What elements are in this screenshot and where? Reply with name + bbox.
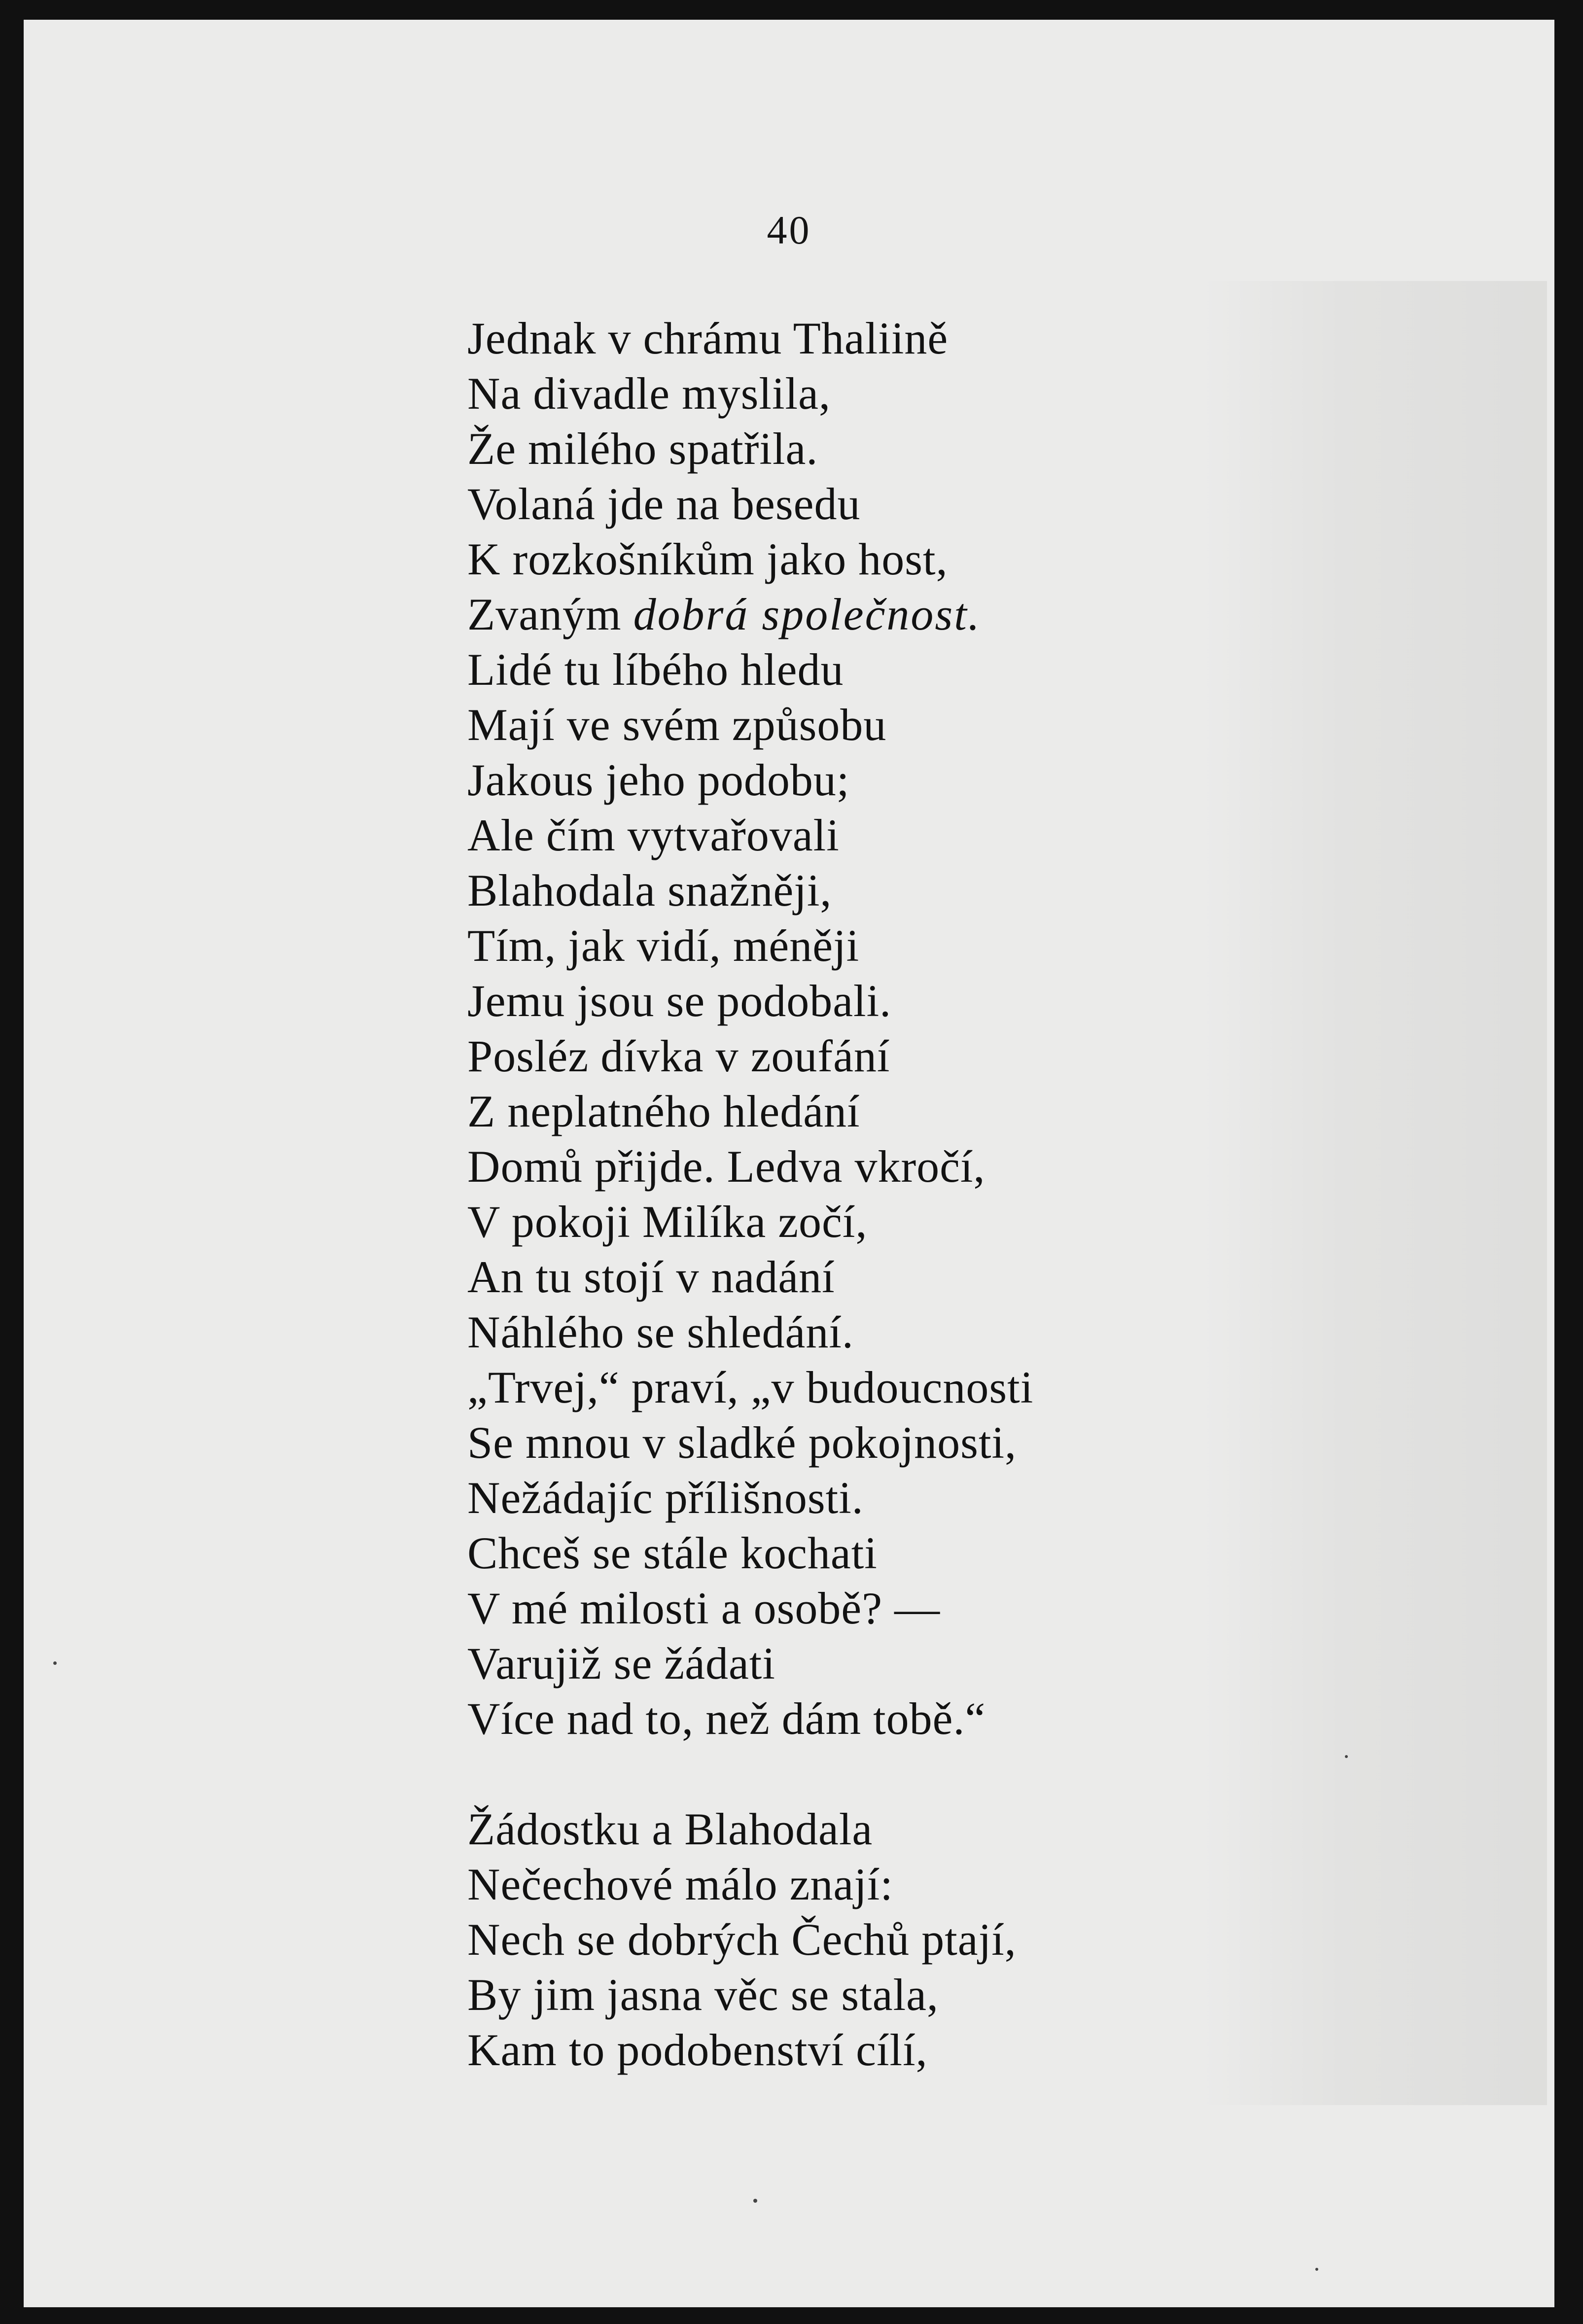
verse-line: Jakous jeho podobu;: [467, 755, 850, 805]
verse-line: Jednak v chrámu Thaliině: [467, 313, 949, 363]
verse-line: Nečechové málo znají:: [467, 1859, 893, 1909]
verse-line: Blahodala snažněji,: [467, 865, 832, 916]
verse-line: Varujiž se žádati: [467, 1638, 775, 1689]
poem-text: [467, 311, 1503, 2078]
verse-line: Posléz dívka v zoufání: [467, 1031, 890, 1081]
stanza-break: [467, 1746, 1503, 1801]
verse-line: Tím, jak vidí, méněji: [467, 920, 860, 971]
verse-line: Domů přijde. Ledva vkročí,: [467, 1141, 985, 1192]
verse-line: Že milého spatřila.: [467, 423, 818, 474]
verse-line: Volaná jde na besedu: [467, 479, 861, 529]
verse-line: Na divadle myslila,: [467, 368, 831, 419]
verse-line: An tu stojí v nadání: [467, 1252, 835, 1302]
verse-line: Jemu jsou se podobali.: [467, 976, 892, 1026]
verse-line: K rozkošníkům jako host,: [467, 534, 948, 584]
verse-line: Ale čím vytvařovali: [467, 810, 840, 860]
verse-line: V pokoji Milíka zočí,: [467, 1197, 868, 1247]
verse-line: Náhlého se shledání.: [467, 1307, 854, 1357]
verse-line: Mají ve svém způsobu: [467, 700, 887, 750]
verse-text: Zvaným: [467, 589, 633, 639]
paper-speck: [1315, 2268, 1318, 2271]
verse-line: Nežádajíc přílišnosti.: [467, 1473, 864, 1523]
verse-line: Nech se dobrých Čechů ptají,: [467, 1914, 1017, 1965]
paper-speck: [53, 1661, 57, 1665]
verse-line: Chceš se stále kochati: [467, 1528, 878, 1578]
verse-line: Se mnou v sladké pokojnosti,: [467, 1417, 1017, 1468]
verse-line: By jim jasna věc se stala,: [467, 1970, 939, 2020]
verse-line: Žádostku a Blahodala: [467, 1804, 873, 1854]
verse-line: Více nad to, než dám tobě.“: [467, 1693, 986, 1744]
paper-speck: [753, 2199, 757, 2203]
page-number: 40: [767, 208, 811, 252]
italic-phrase: dobrá společnost.: [633, 589, 981, 639]
verse-line: Kam to podobenství cílí,: [467, 2025, 928, 2075]
stanza-1: [467, 311, 1503, 1746]
book-page: [24, 20, 1554, 2307]
verse-line: Lidé tu líbého hledu: [467, 644, 844, 695]
verse-line: Z neplatného hledání: [467, 1086, 860, 1136]
stanza-2: [467, 1801, 1503, 2078]
verse-line: „Trvej,“ praví, „v budoucnosti: [467, 1362, 1034, 1412]
paper-speck: [1345, 1755, 1348, 1758]
verse-line: [467, 587, 1503, 642]
verse-line: V mé milosti a osobě? —: [467, 1583, 941, 1633]
